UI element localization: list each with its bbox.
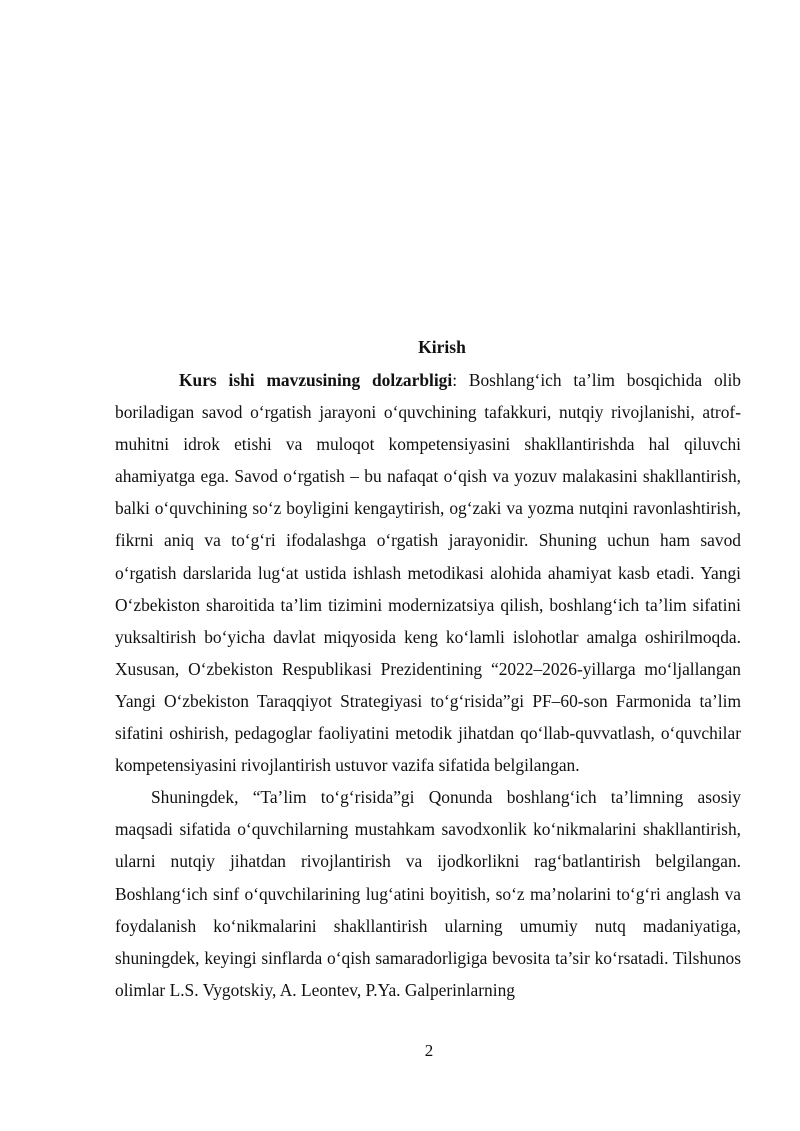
paragraph-lead: Kurs ishi mavzusining dolzarbligi: [179, 370, 453, 390]
page-content: [115, 335, 741, 1006]
page-number: 2: [424, 1041, 434, 1060]
paragraph-law: Shuningdek, “Ta’lim to‘g‘risida”gi Qonunda boshlang‘ich ta’limning asosiy maqsadi sifatida o‘quvchilarning mustahkam savodxonlik ko‘nikmalarini shakllantirish, ularni nutqiy jihatdan rivojlantirish va ijodkorlikni rag‘batlantirish belgilangan. Boshlang‘ich sinf o‘quvchilarining lug‘atini boyitish, so‘z ma’nolarini to‘g‘ri anglash va foydalanish ko‘nikmalarini shakllantirish ularning umumiy nutq madaniyatiga, shuningdek, keyingi sinflarda o‘qish samaradorligiga bevosita ta’sir ko‘rsatadi. Tilshunos olimlar L.S. Vygotskiy, A. Leontev, P.Ya. Galperinlarning: [115, 787, 741, 1000]
paragraph-body: : Boshlang‘ich ta’lim bosqichida olib boriladigan savod o‘rgatish jarayoni o‘quvchining tafakkuri, nutqiy rivojlanishi, atrof-muhitni idrok etishi va muloqot kompetensiyasini shakllantirishda hal qiluvchi ahamiyatga ega. Savod o‘rgatish – bu nafaqat o‘qish va yozuv malakasini shakllantirish, balki o‘quvchining so‘z boyligini kengaytirish, og‘zaki va yozma nutqini ravonlashtirish, fikrni aniq va to‘g‘ri ifodalashga o‘rgatish jarayonidir. Shuning uchun ham savod o‘rgatish darslarida lug‘at ustida ishlash metodikasi alohida ahamiyat kasb etadi. Yangi O‘zbekiston sharoitida ta’lim tizimini modernizatsiya qilish, boshlang‘ich ta’lim sifatini yuksaltirish bo‘yicha davlat miqyosida keng ko‘lamli islohotlar amalga oshirilmoqda. Xususan, O‘zbekiston Respublikasi Prezidentining “2022–2026-yillarga mo‘ljallangan Yangi O‘zbekiston Taraqqiyot Strategiyasi to‘g‘risida”gi PF–60-son Farmonida ta’lim sifatini oshirish, pedagoglar faoliyatini metodik jihatdan qo‘llab-quvvatlash, o‘quvchilar kompetensiyasini rivojlantirish ustuvor vazifa sifatida belgilangan.: [115, 370, 742, 776]
section-heading: Kirish: [418, 337, 466, 357]
paragraph-relevance: [115, 364, 741, 781]
